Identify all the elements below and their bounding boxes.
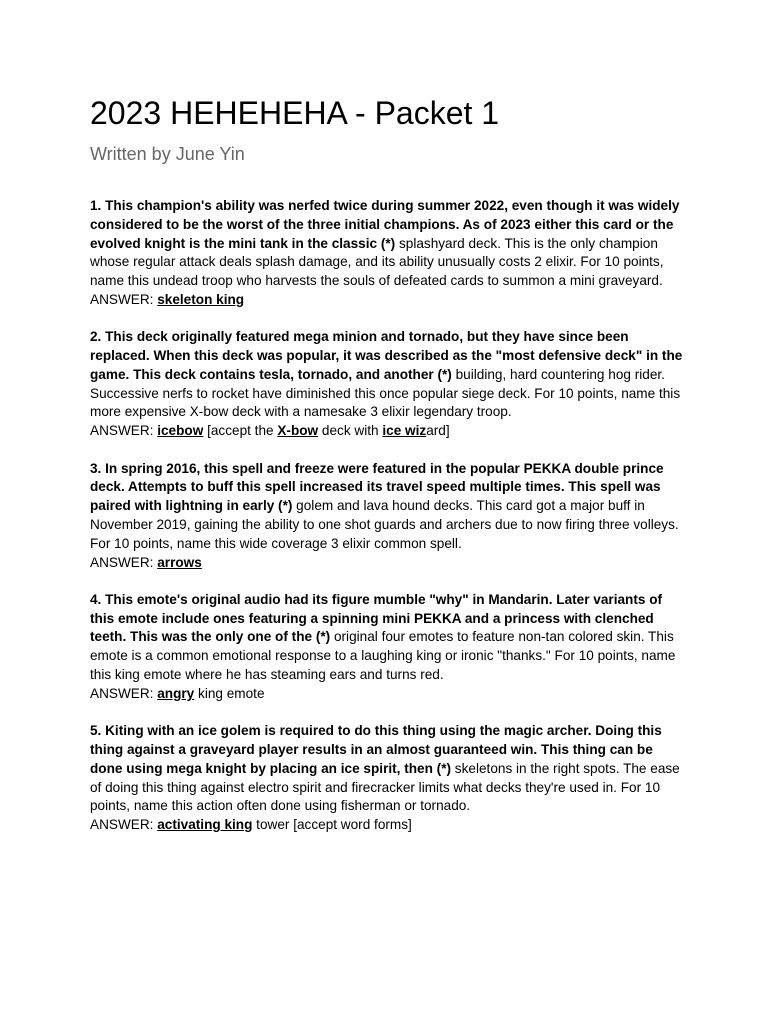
- answer-note: [accept the: [203, 423, 278, 439]
- question-rest-text: splashyard deck. This is the only champion whose regular attack deals splash damage, and its ability unusually costs 2 elixir. For 10 points, name this undead troop who harvests the souls of defeated cards to summon a mini graveyard.: [90, 235, 664, 289]
- question-bold-text: 2. This deck originally featured mega minion and tornado, but they have since been replaced. When this deck was popular, it was described as the "most defensive deck" in the game. This deck contains tesla, tornado, and another (*): [90, 329, 683, 382]
- question-rest-text: golem and lava hound decks. This card got a major buff in November 2019, gaining the ability to one shot guards and archers due to now firing three volleys. For 10 points, name this wide coverage 3 elixir common spell.: [90, 498, 679, 551]
- answer-note: king emote: [194, 685, 265, 701]
- question-rest-text: building, hard countering hog rider. Successive nerfs to rocket have diminished this once popular siege deck. For 10 points, name this more expensive X-bow deck with a namesake 3 elixir legendary troop.: [90, 366, 681, 420]
- question-text: [90, 591, 685, 685]
- answer-main: angry: [157, 685, 195, 701]
- answer-note: ard]: [426, 423, 450, 439]
- question-rest-text: original four emotes to feature non-tan colored skin. This emote is a common emotional response to a laughing king or ironic "thanks." For 10 points, name this king emote where he has steaming ears and turns red.: [90, 629, 676, 683]
- answer-main: activating king: [157, 817, 253, 833]
- question-4: [90, 591, 685, 704]
- question-text: [90, 197, 685, 291]
- document-page: [90, 92, 685, 853]
- answer-label: ANSWER:: [90, 685, 158, 701]
- answer-line: [90, 422, 685, 441]
- question-bold-text: 1. This champion's ability was nerfed twice during summer 2022, even though it was widely considered to be the worst of the three initial champions. As of 2023 either this card or the evolved knight is the mini tank in the classic (*): [90, 198, 680, 251]
- question-bold-text: 3. In spring 2016, this spell and freeze were featured in the popular PEKKA double prince deck. Attempts to buff this spell increased its travel speed multiple times. This spell was paired with lightning in early (*): [90, 460, 664, 514]
- question-2: [90, 328, 685, 441]
- question-rest-text: skeletons in the right spots. The ease of doing this thing against electro spirit and firecracker limits what decks they're used in. For 10 points, name this action often done using fisherman or tornado.: [90, 760, 680, 814]
- answer-alternate: X-bow: [277, 423, 319, 439]
- document-subtitle: Written by June Yin: [90, 144, 245, 164]
- answer-line: [90, 816, 685, 835]
- question-bold-text: 5. Kiting with an ice golem is required to do this thing using the magic archer. Doing this thing against a graveyard player results in an almost guaranteed win. This thing can be done using mega knight by placing an ice spirit, then (*): [90, 723, 662, 776]
- answer-main: icebow: [157, 423, 204, 439]
- answer-label: ANSWER:: [90, 423, 158, 439]
- answer-note: tower [accept word forms]: [252, 817, 412, 833]
- question-bold-text: 4. This emote's original audio had its figure mumble "why" in Mandarin. Later variants of this emote include ones featuring a spinning mini PEKKA and a princess with clenched teeth. This was the only one of the (*): [90, 591, 663, 645]
- answer-label: ANSWER:: [90, 554, 158, 570]
- answer-main: skeleton king: [157, 291, 245, 307]
- question-1: [90, 197, 685, 310]
- question-text: [90, 722, 685, 816]
- question-3: [90, 460, 685, 573]
- document-title: 2023 HEHEHEHA - Packet 1: [90, 95, 500, 131]
- question-5: [90, 722, 685, 835]
- question-text: [90, 328, 685, 422]
- question-list: [90, 197, 685, 835]
- answer-note: deck with: [318, 423, 383, 439]
- question-text: [90, 460, 685, 554]
- answer-line: [90, 685, 685, 704]
- answer-main: arrows: [157, 554, 202, 570]
- answer-label: ANSWER:: [90, 291, 158, 307]
- answer-label: ANSWER:: [90, 817, 158, 833]
- answer-line: [90, 291, 685, 310]
- answer-alternate: ice wiz: [382, 423, 427, 439]
- answer-line: [90, 554, 685, 573]
